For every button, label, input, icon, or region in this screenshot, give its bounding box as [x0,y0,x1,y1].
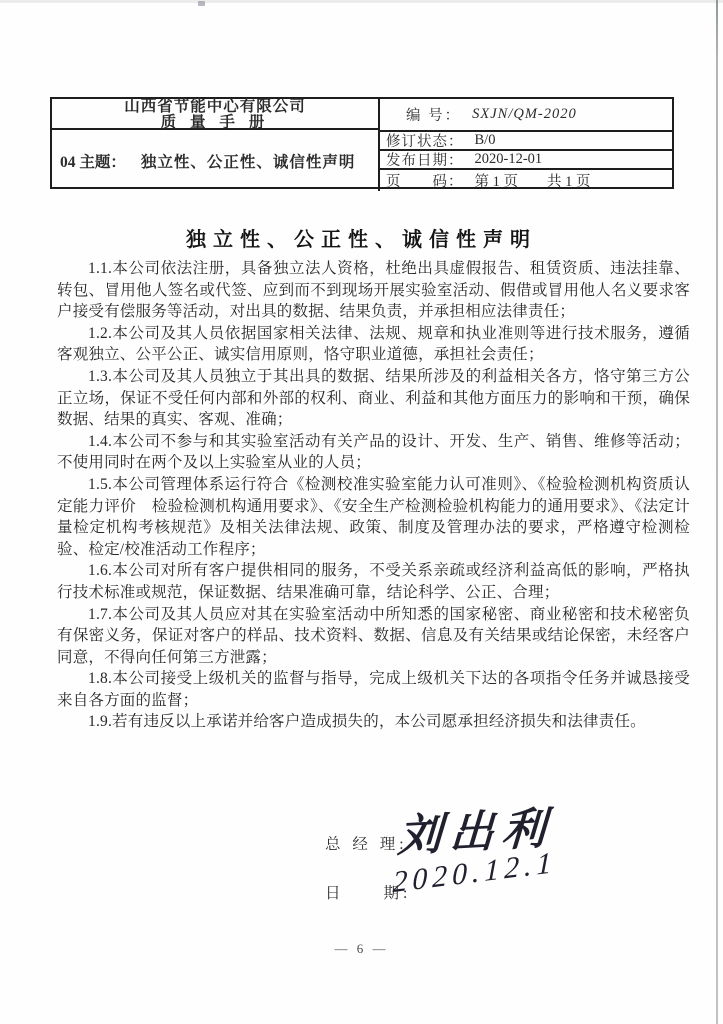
doc-number-value: SXJN/QM-2020 [472,106,577,122]
subject-value: 独立性、公正性、诚信性声明 [140,153,356,171]
revision-label: 修订状态： [386,134,464,150]
clause-1-7: 1.7.本公司及其人员应对其在实验室活动中所知悉的国家秘密、商业秘密和技术秘密负有保密义务，保证对客户的样品、技术资料、数据、信息及有关结果或结论保密，未经客户同意，不得向任何第三方泄露； [57,605,690,666]
header-table [50,97,674,189]
page-number: — 6 — [334,941,389,956]
header-table-right-column [380,99,672,191]
release-date-row [380,149,672,168]
doc-number-label: 编 号： [406,108,462,124]
general-manager-handwritten-signature: 刘出利 [396,803,555,862]
scan-edge-right [716,0,718,1024]
document-title: 独立性、公正性、诚信性声明 [186,229,537,251]
scan-edge-top [0,0,723,3]
company-name: 山西省节能中心有限公司 [124,97,306,115]
page-code-label: 页 码： [386,174,464,190]
revision-value: B/0 [474,132,496,148]
page-code-row [380,168,672,191]
date-label: 日 期: [325,885,412,902]
clause-1-1: 1.1.本公司依法注册，具备独立法人资格，杜绝出具虚假报告、租赁资质、违法挂靠、转包、冒用他人签名或代签、应到而不到现场开展实验室活动、假借或冒用他人名义要求客户接受有偿服务等活动，对出具的数据、结果负责，并承担相应法律责任； [57,260,690,321]
revision-row [380,130,672,149]
subject-cell [52,130,378,191]
handwritten-date: 2020.12.1 [392,845,557,900]
clause-1-9: 1.9.若有违反以上承诺并给客户造成损失的，本公司愿承担经济损失和法律责任。 [88,713,646,731]
page-code-value: 第 1 页 共 1 页 [474,174,591,190]
subject-label: 04 主题： [60,153,126,171]
company-header-cell [52,99,378,130]
doc-number-row [380,99,672,130]
clause-1-5: 1.5.本公司管理体系运行符合《检测校准实验室能力认可准则》、《检验检测机构资质认定能力评价 检验检测机构通用要求》、《安全生产检测检验机构能力的通用要求》、《法定计量检定机构考核规范》及相关法律法规、政策、制度及管理办法的要求，严格遵守检测检验、检定/校准活动工作程序； [57,475,690,558]
clause-1-2: 1.2.本公司及其人员依据国家相关法律、法规、规章和执业准则等进行技术服务，遵循客观独立、公平公正、诚实信用原则，恪守职业道德，承担社会责任； [57,324,690,364]
release-date-label: 发布日期： [386,153,464,169]
release-date-value: 2020-12-01 [474,151,543,167]
general-manager-label: 总 经 理: [325,836,408,853]
header-table-left-column [52,99,380,191]
scan-speck [198,1,205,6]
clause-1-6: 1.6.本公司对所有客户提供相同的服务，不受关系亲疏或经济利益高低的影响，严格执行技术标准或规范，保证数据、结果准确可靠，结论科学、公正、合理； [57,562,690,601]
manual-title: 质 量 手 册 [160,113,270,131]
document-body [57,258,690,733]
clause-1-8: 1.8.本公司接受上级机关的监督与指导，完成上级机关下达的各项指令任务并诚恳接受来自各方面的监督； [57,670,690,709]
clause-1-3: 1.3.本公司及其人员独立于其出具的数据、结果所涉及的利益相关各方，恪守第三方公正立场，保证不受任何内部和外部的权利、商业、利益和其他方面压力的影响和干预，确保数据、结果的真实、客观、准确； [57,367,690,429]
clause-1-4: 1.4.本公司不参与和其实验室活动有关产品的设计、开发、生产、销售、维修等活动；不使用同时在两个及以上实验室从业的人员； [57,432,690,472]
